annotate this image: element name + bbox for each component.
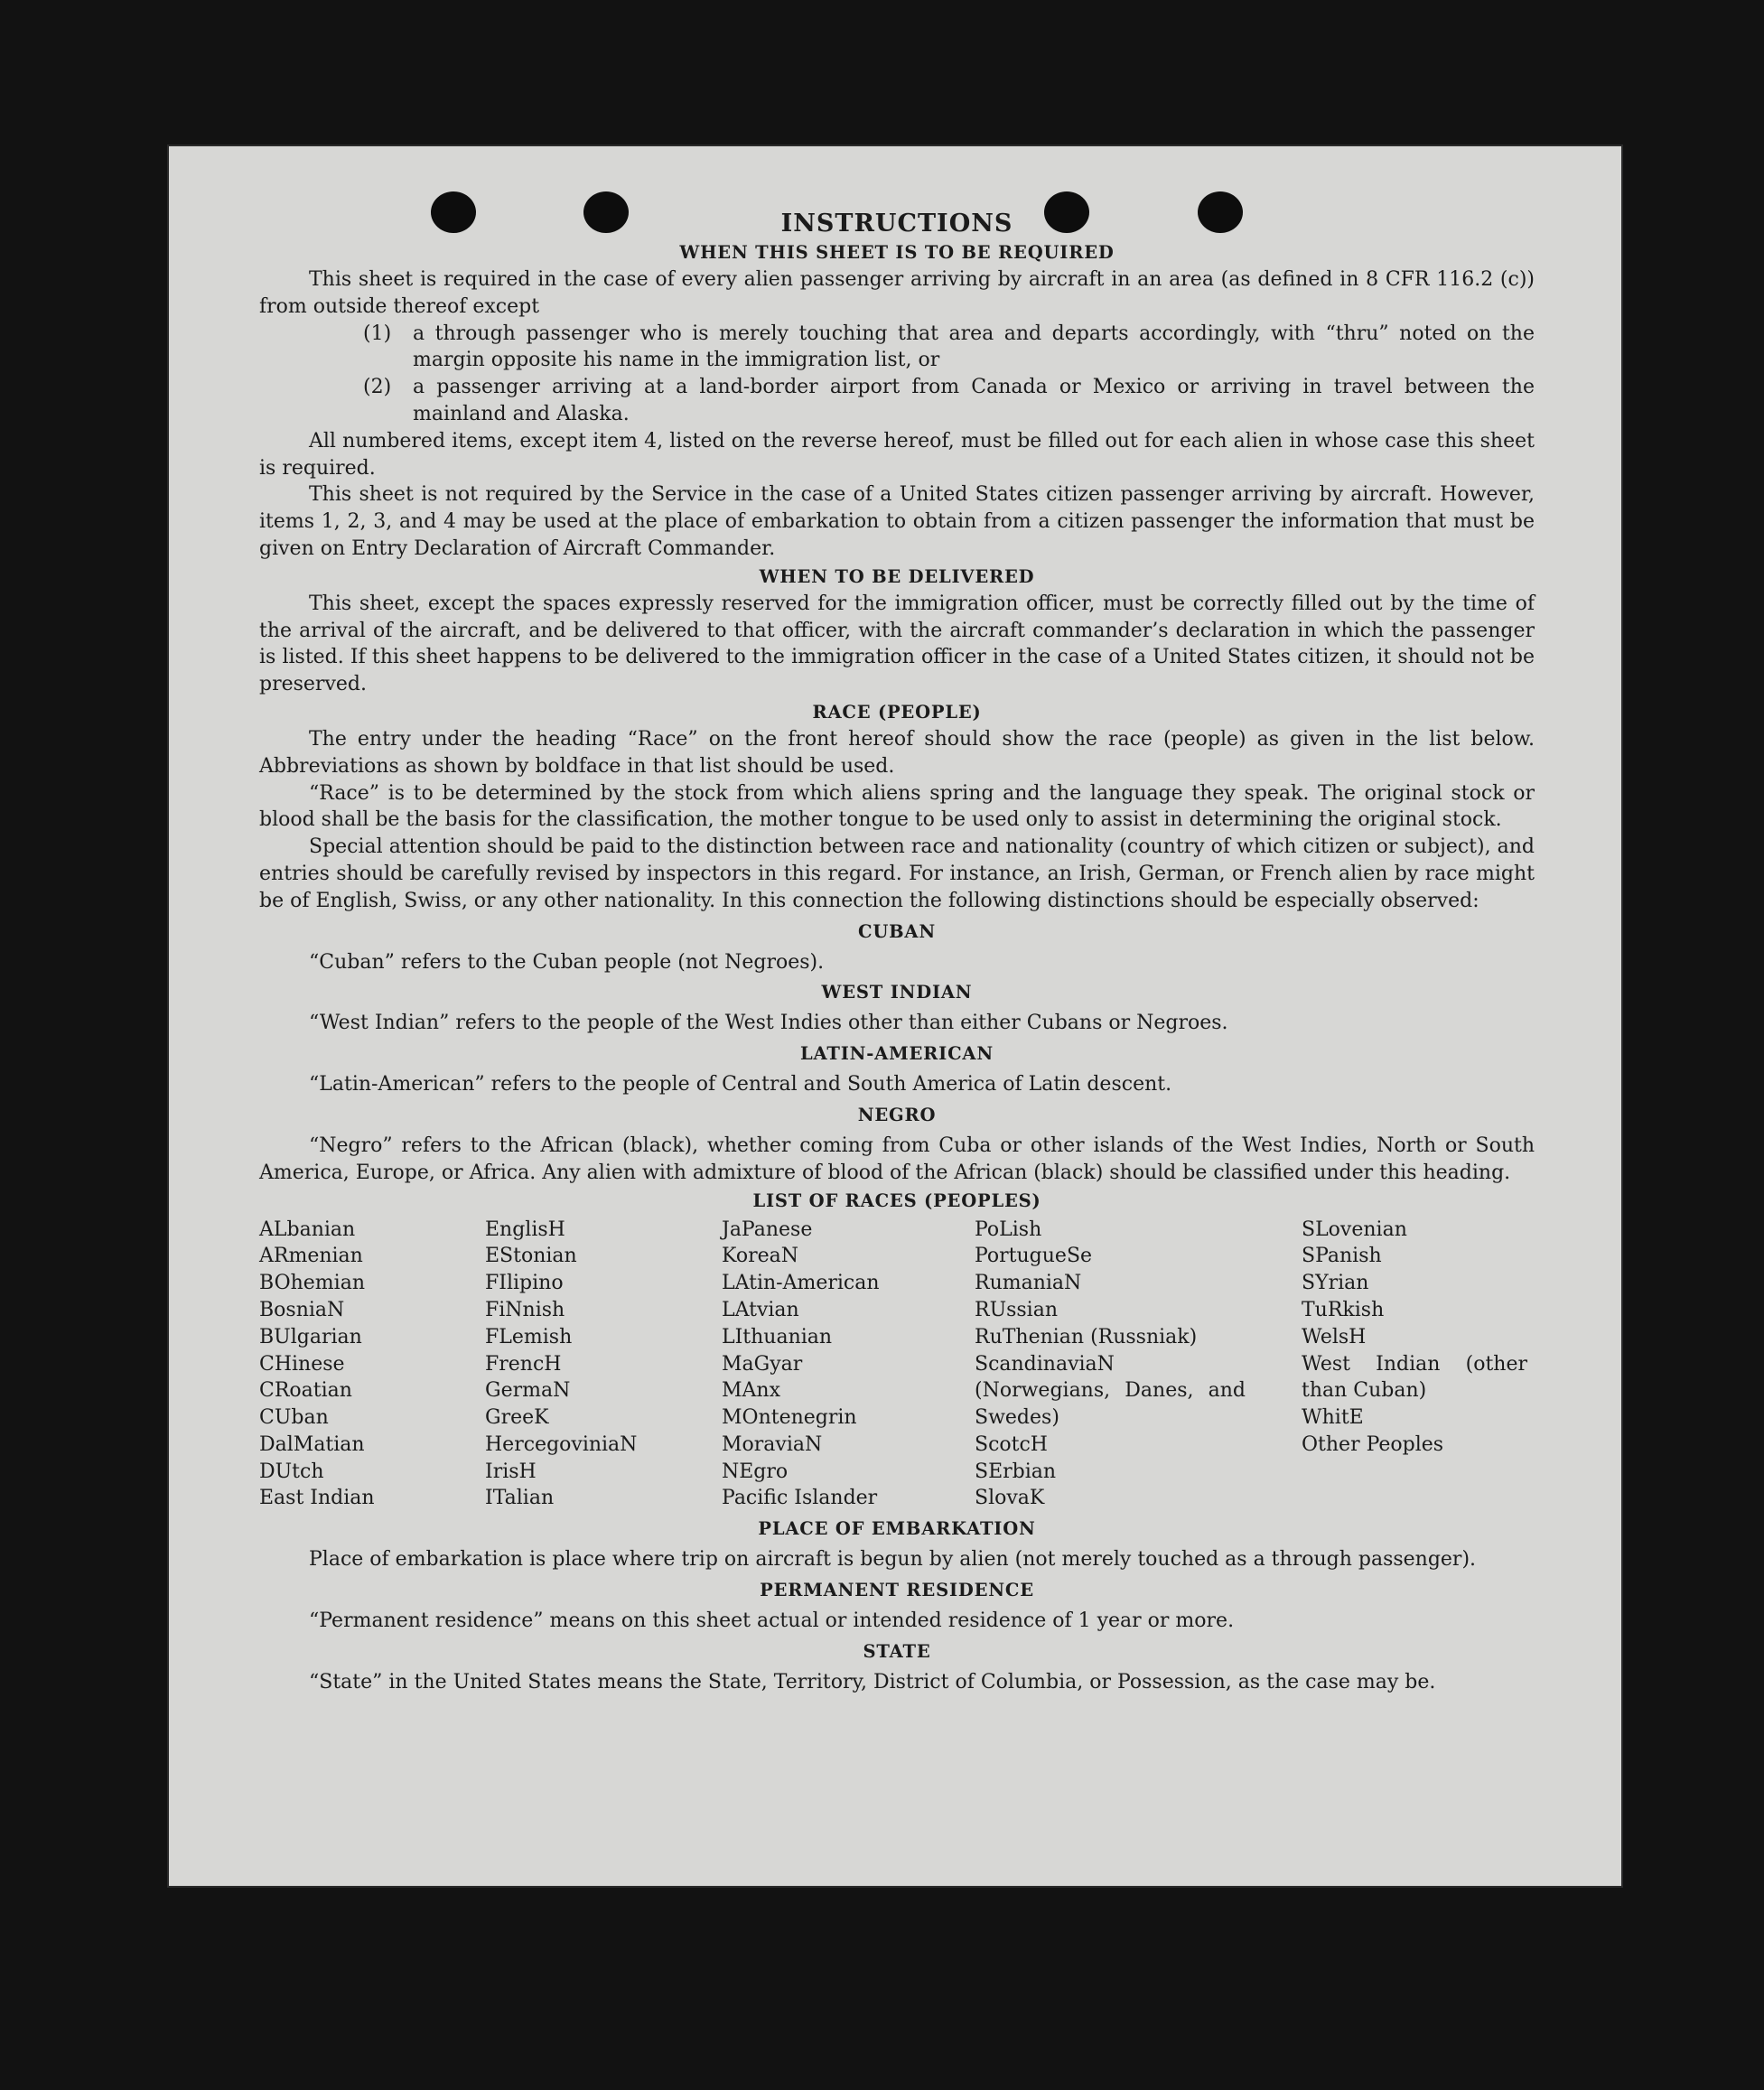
item-text: a through passenger who is merely touching that area and departs accordingly, with “thru” noted on the margin opposite his name in the immigration list, or (413, 322, 1535, 372)
race-entry: MAnx (722, 1379, 780, 1403)
paragraph: The entry under the heading “Race” on the front hereof should show the race (people) as given in the list below. Abbreviations as shown by boldface in that list should be used. (259, 727, 1535, 778)
race-entry: FrencH (485, 1352, 562, 1376)
paragraph: “State” in the United States means the State, Territory, District of Columbia, or Possession, as the case may be. (309, 1670, 1436, 1693)
race-column (975, 1217, 1302, 1513)
section-heading-state: STATE (863, 1640, 931, 1662)
race-entry: FIlipino (485, 1272, 564, 1295)
section-heading-embarkation: PLACE OF EMBARKATION (758, 1518, 1036, 1540)
race-column (259, 1217, 485, 1513)
race-entry: West Indian (other than Cuban) (1302, 1352, 1527, 1403)
race-entry: EStonian (485, 1245, 577, 1268)
paragraph: All numbered items, except item 4, listed on the reverse hereof, must be filled out for each alien in whose case this sheet is required. (259, 429, 1535, 480)
list-item (259, 374, 1535, 428)
paragraph: This sheet is not required by the Service in the case of a United States citizen passenger arriving by aircraft. However, items 1, 2, 3, and 4 may be used at the place of embarkation to obtain from a citizen passenger the information that must be given on Entry Declaration of Aircraft Commander. (259, 483, 1535, 560)
section-heading-west-indian: WEST INDIAN (821, 982, 973, 1003)
race-entry: MOntenegrin (722, 1406, 857, 1430)
race-entry: WhitE (1302, 1406, 1364, 1430)
race-entry: PortugueSe (975, 1245, 1093, 1268)
section-heading-list-of-races: LIST OF RACES (PEOPLES) (752, 1190, 1041, 1211)
race-entry: East Indian (259, 1487, 375, 1510)
item-text: a passenger arriving at a land-border airport from Canada or Mexico or arriving in travel between the mainland and Alaska. (413, 376, 1535, 425)
page-title: INSTRUCTIONS (780, 210, 1013, 238)
race-list (259, 1217, 1535, 1513)
section-heading-when-required: WHEN THIS SHEET IS TO BE REQUIRED (679, 242, 1115, 263)
paragraph: This sheet, except the spaces expressly reserved for the immigration officer, must be correctly filled out by the time of the arrival of the aircraft, and be delivered to that officer, with the aircraft commander’s declaration in which the passenger is listed. If this sheet happens to be delivered to the immigration officer in the case of a United States citizen, it should not be preserved. (259, 592, 1535, 696)
race-entry: SLovenian (1302, 1218, 1407, 1241)
section-heading-cuban: CUBAN (858, 920, 936, 942)
paragraph: Special attention should be paid to the distinction between race and nationality (country of which citizen or subject), and entries should be carefully revised by inspectors in this regard. For instance, an Irish, German, or French alien by race might be of English, Swiss, or any other nationality. In this connection the following distinctions should be especially observed: (259, 835, 1535, 912)
paragraph: “Negro” refers to the African (black), whether coming from Cuba or other islands of the West Indies, North or South America, Europe, or Africa. Any alien with admixture of blood of the African (black) should be classified under this heading. (259, 1134, 1535, 1184)
race-entry: CRoatian (259, 1379, 352, 1403)
race-entry: BOhemian (259, 1272, 365, 1295)
race-entry: NEgro (722, 1460, 789, 1483)
race-entry: GreeK (485, 1406, 549, 1430)
race-entry: SYrian (1302, 1272, 1369, 1295)
paragraph: Place of embarkation is place where trip on aircraft is begun by alien (not merely touched as a through passenger). (309, 1548, 1477, 1572)
race-entry: Other Peoples (1302, 1432, 1444, 1456)
list-item (259, 321, 1535, 375)
race-entry: TuRkish (1302, 1298, 1385, 1321)
race-entry: CHinese (259, 1352, 345, 1376)
race-entry: RumaniaN (975, 1272, 1082, 1295)
paragraph: “Race” is to be determined by the stock from which aliens spring and the language they speak. The original stock or blood shall be the basis for the classification, the mother tongue to be used only to assist in determining the original stock. (259, 781, 1535, 832)
section-heading-latin-american: LATIN-AMERICAN (800, 1043, 994, 1065)
race-entry: GermaN (485, 1379, 571, 1403)
section-heading-when-delivered: WHEN TO BE DELIVERED (759, 565, 1035, 587)
paragraph: “West Indian” refers to the people of the West Indies other than either Cubans or Negroes. (309, 1012, 1228, 1035)
race-entry: RuThenian (Russniak) (975, 1325, 1198, 1348)
race-entry: BosniaN (259, 1298, 345, 1321)
race-entry: KoreaN (722, 1245, 798, 1268)
race-entry: CUban (259, 1406, 329, 1430)
race-entry: IrisH (485, 1460, 537, 1483)
document-page (167, 145, 1623, 1888)
race-column (1302, 1217, 1535, 1513)
race-entry: DUtch (259, 1460, 324, 1483)
paragraph: This sheet is required in the case of every alien passenger arriving by aircraft in an area (as defined in 8 CFR 116.2 (c)) from outside thereof except (259, 268, 1535, 318)
paragraph: “Cuban” refers to the Cuban people (not Negroes). (309, 950, 825, 974)
paragraph: “Permanent residence” means on this sheet actual or intended residence of 1 year or more. (309, 1609, 1235, 1633)
race-entry: MoraviaN (722, 1432, 823, 1456)
race-column (485, 1217, 722, 1513)
race-entry: ScotcH (975, 1432, 1048, 1456)
race-entry: MaGyar (722, 1352, 803, 1376)
section-heading-negro: NEGRO (857, 1104, 937, 1125)
race-entry: PoLish (975, 1218, 1042, 1241)
race-entry: JaPanese (722, 1218, 813, 1241)
race-entry: RUssian (975, 1298, 1059, 1321)
paragraph: “Latin-American” refers to the people of Central and South America of Latin descent. (309, 1073, 1172, 1096)
section-heading-race: RACE (PEOPLE) (812, 701, 982, 723)
section-heading-residence: PERMANENT RESIDENCE (760, 1580, 1034, 1601)
instructions-content (259, 210, 1535, 1696)
race-entry: ScandinaviaN (Norwegians, Danes, and Swedes) (975, 1352, 1246, 1430)
race-entry: SErbian (975, 1460, 1057, 1483)
race-entry: LAtin-American (722, 1272, 880, 1295)
race-column (722, 1217, 975, 1513)
race-entry: HercegoviniaN (485, 1432, 638, 1456)
race-entry: FLemish (485, 1325, 573, 1348)
race-entry: BUlgarian (259, 1325, 362, 1348)
race-entry: LAtvian (722, 1298, 799, 1321)
item-number: (1) (363, 322, 392, 345)
race-entry: DalMatian (259, 1432, 365, 1456)
race-entry: WelsH (1302, 1325, 1367, 1348)
item-number: (2) (363, 376, 392, 399)
race-entry: EnglisH (485, 1218, 565, 1241)
race-entry: Pacific Islander (722, 1487, 878, 1510)
race-entry: FiNnish (485, 1298, 565, 1321)
race-entry: SlovaK (975, 1487, 1045, 1510)
race-entry: ALbanian (259, 1218, 356, 1241)
race-entry: SPanish (1302, 1245, 1382, 1268)
race-entry: ITalian (485, 1487, 555, 1510)
race-entry: LIthuanian (722, 1325, 833, 1348)
race-entry: ARmenian (259, 1245, 363, 1268)
